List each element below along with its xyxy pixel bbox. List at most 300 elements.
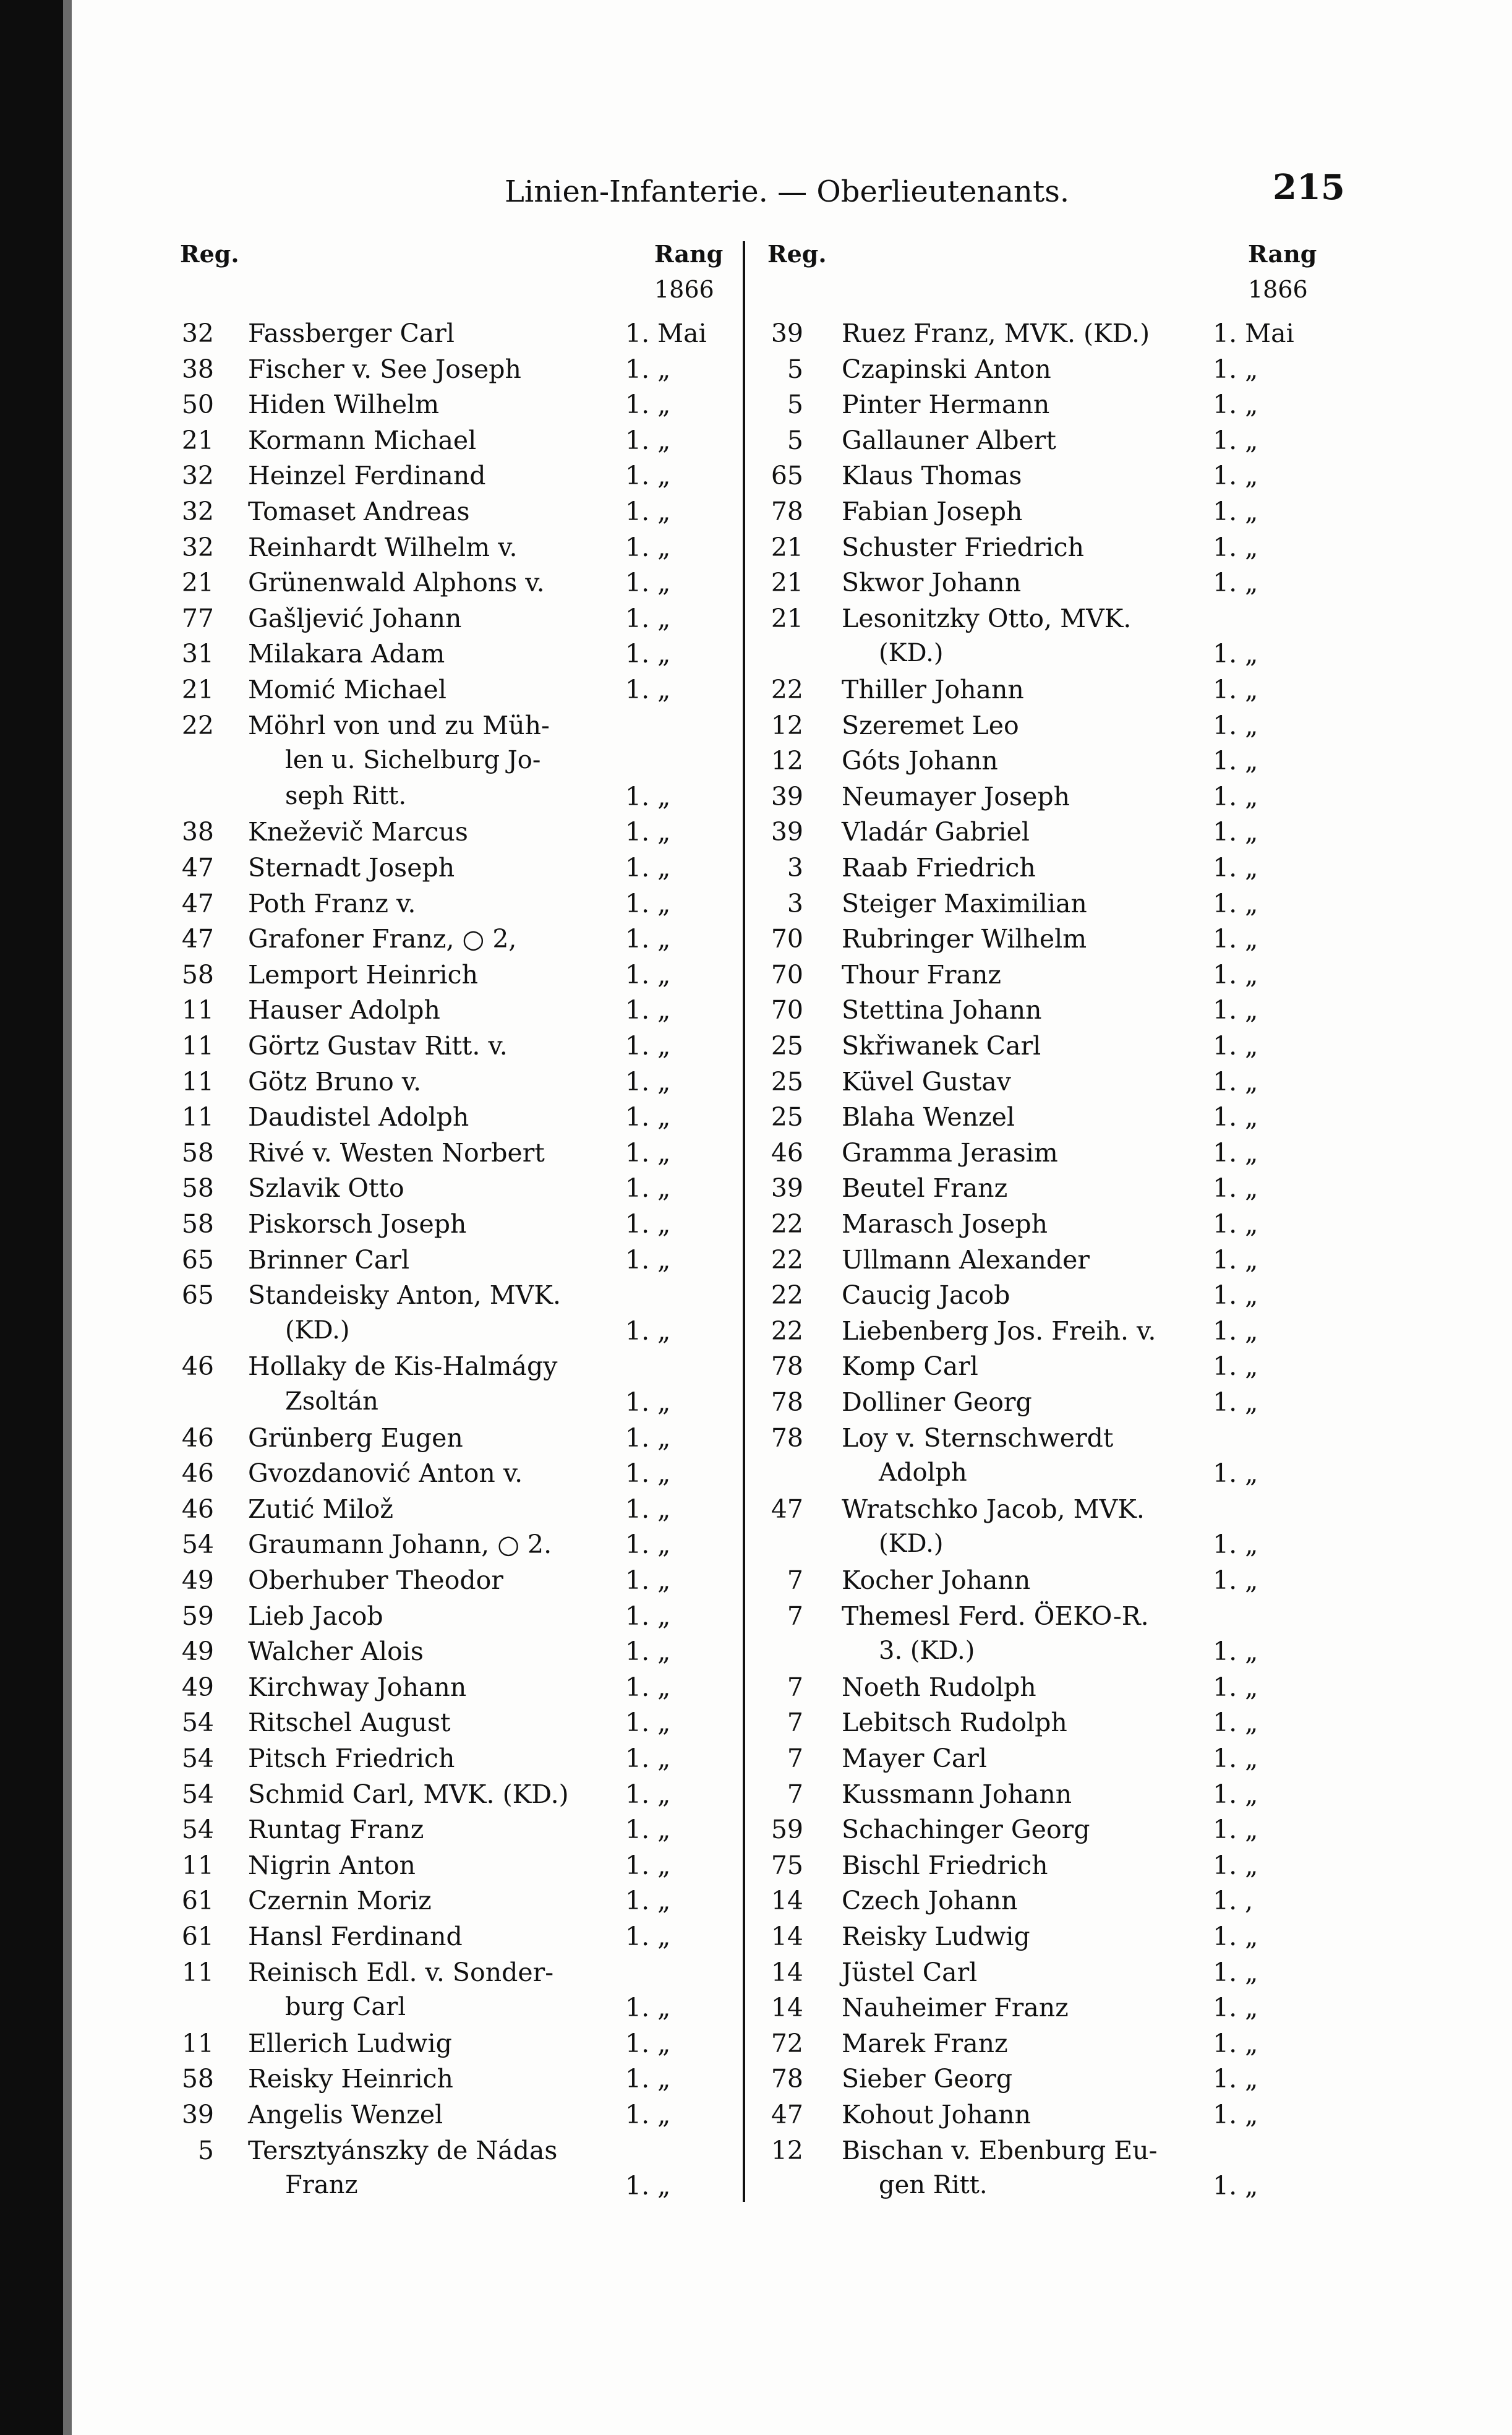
entry-row — [72, 1601, 743, 1637]
officer-name: Milakara Adam — [248, 639, 445, 669]
regiment-number: 78 — [771, 1351, 803, 1382]
officer-name: Lesonitzky Otto, MVK. — [842, 603, 1132, 633]
regiment-number: 72 — [771, 2028, 803, 2058]
officer-name: Oberhuber Theodor — [248, 1565, 503, 1595]
entry-row — [72, 1458, 743, 1494]
regiment-number: 21 — [181, 568, 214, 598]
officer-name: Kormann Michael — [248, 425, 477, 455]
regiment-number: 14 — [771, 1993, 803, 2023]
rank-date: 1. „ — [625, 1708, 671, 1738]
rank-date: 1. „ — [1213, 817, 1258, 847]
rank-date: 1. Mai — [625, 319, 707, 348]
entry-row — [72, 2171, 743, 2207]
regiment-number: 39 — [771, 781, 803, 811]
entry-row — [743, 1886, 1361, 1922]
regiment-number: 46 — [181, 1423, 214, 1453]
rank-date: 1. „ — [1213, 639, 1258, 669]
officer-name: Reisky Ludwig — [842, 1922, 1030, 1951]
officer-name: Götz Bruno v. — [248, 1066, 422, 1097]
regiment-number: 25 — [771, 1066, 803, 1097]
page-number: 215 — [1273, 167, 1345, 208]
regiment-number: 14 — [771, 1922, 803, 1951]
regiment-number: 58 — [181, 2064, 214, 2094]
page — [72, 0, 1512, 2435]
officer-name: Schuster Friedrich — [842, 532, 1085, 562]
regiment-number: 70 — [771, 995, 803, 1025]
entry-row — [72, 2064, 743, 2100]
regiment-number: 47 — [771, 1494, 803, 1524]
entry-row — [743, 711, 1361, 747]
officer-name: Reisky Heinrich — [248, 2064, 453, 2094]
entry-row — [743, 426, 1361, 461]
rank-date: 1. „ — [625, 390, 671, 420]
officer-name: Piskorsch Joseph — [248, 1209, 467, 1239]
officer-name: Hauser Adolph — [248, 995, 440, 1025]
officer-name: Sternadt Joseph — [248, 853, 455, 883]
officer-name: Bischl Friedrich — [842, 1850, 1048, 1880]
regiment-number: 39 — [771, 1173, 803, 1204]
entry-row — [72, 711, 743, 747]
regiment-number: 22 — [771, 1316, 803, 1346]
rank-date: 1. „ — [1213, 568, 1258, 598]
officer-name: (KD.) — [285, 1316, 350, 1345]
entry-row — [72, 1958, 743, 1993]
right-reg-header: Reg. — [767, 240, 827, 268]
entry-row — [743, 1851, 1361, 1886]
officer-name: Franz — [285, 2171, 358, 2200]
entry-row — [743, 675, 1361, 711]
rank-date: 1. „ — [1213, 710, 1258, 740]
officer-name: seph Ritt. — [285, 781, 407, 810]
officer-name: Kirchway Johann — [248, 1672, 467, 1702]
officer-name: Gallauner Albert — [842, 425, 1056, 455]
rank-date: 1. , — [1213, 1886, 1254, 1916]
rank-date: 1. „ — [1213, 532, 1258, 562]
entry-row — [72, 1530, 743, 1565]
regiment-number: 32 — [181, 497, 214, 526]
officer-name: Standeisky Anton, MVK. — [248, 1280, 562, 1311]
entry-row — [72, 1209, 743, 1245]
rank-date: 1. „ — [625, 603, 671, 633]
rank-date: 1. „ — [625, 1102, 671, 1132]
rank-date: 1. „ — [1213, 1850, 1258, 1880]
entry-row — [743, 497, 1361, 533]
entry-row — [72, 1423, 743, 1459]
entry-row — [743, 960, 1361, 996]
officer-name: Ruez Franz, MVK. (KD.) — [842, 319, 1150, 348]
rank-date: 1. „ — [625, 853, 671, 883]
rank-date: 1. „ — [625, 461, 671, 491]
entry-row — [743, 1280, 1361, 1316]
regiment-number: 65 — [181, 1244, 214, 1275]
entry-row — [743, 782, 1361, 818]
book-spine-shadow — [0, 0, 63, 2435]
entry-row — [743, 1102, 1361, 1138]
regiment-number: 54 — [181, 1779, 214, 1809]
officer-name: Ullmann Alexander — [842, 1244, 1090, 1275]
officer-name: Skwor Johann — [842, 568, 1022, 598]
entry-row — [743, 1458, 1361, 1494]
regiment-number: 49 — [181, 1565, 214, 1595]
officer-name: Bischan v. Ebenburg Eu- — [842, 2135, 1158, 2165]
rank-date: 1. „ — [1213, 1637, 1258, 1667]
rank-date: 1. „ — [625, 1494, 671, 1524]
officer-name: Lieb Jacob — [248, 1601, 383, 1631]
rank-date: 1. „ — [625, 568, 671, 598]
entry-row — [72, 1316, 743, 1352]
officer-name: Görtz Gustav Ritt. v. — [248, 1031, 508, 1061]
rank-date: 1. „ — [1213, 1031, 1258, 1061]
entry-row — [743, 1708, 1361, 1744]
regiment-number: 22 — [771, 1209, 803, 1239]
entry-row — [72, 675, 743, 711]
rank-date: 1. „ — [625, 888, 671, 918]
officer-name: Fassberger Carl — [248, 319, 455, 348]
entry-row — [72, 995, 743, 1031]
officer-name: Fischer v. See Joseph — [248, 354, 521, 384]
rank-date: 1. „ — [1213, 2171, 1258, 2201]
officer-name: Komp Carl — [842, 1351, 978, 1382]
officer-name: gen Ritt. — [879, 2171, 988, 2200]
rank-date: 1. „ — [625, 1137, 671, 1168]
entry-row — [743, 1209, 1361, 1245]
regiment-number: 61 — [181, 1922, 214, 1951]
regiment-number: 32 — [181, 319, 214, 348]
entry-row — [743, 1637, 1361, 1672]
regiment-number: 7 — [787, 1601, 803, 1631]
entry-row — [743, 2029, 1361, 2065]
officer-name: Sieber Georg — [842, 2064, 1013, 2094]
rank-date: 1. „ — [625, 2064, 671, 2094]
rank-date: 1. „ — [625, 425, 671, 455]
entry-row — [743, 1958, 1361, 1993]
officer-name: Rubringer Wilhelm — [842, 924, 1087, 954]
rank-date: 1. „ — [625, 1244, 671, 1275]
entry-row — [743, 853, 1361, 889]
officer-name: Gramma Jerasim — [842, 1137, 1058, 1168]
officer-name: Tomaset Andreas — [248, 497, 470, 526]
entry-row — [72, 1708, 743, 1744]
entry-row — [72, 1245, 743, 1281]
regiment-number: 7 — [787, 1744, 803, 1773]
entry-row — [72, 1779, 743, 1815]
rank-date: 1. „ — [1213, 1957, 1258, 1987]
regiment-number: 38 — [181, 817, 214, 847]
regiment-number: 11 — [181, 1031, 214, 1061]
entry-row — [72, 1351, 743, 1387]
officer-name: Dolliner Georg — [842, 1387, 1032, 1417]
right-year-header: 1866 — [1248, 276, 1308, 303]
officer-name: Reinhardt Wilhelm v. — [248, 532, 518, 562]
entry-row — [72, 319, 743, 354]
entry-row — [72, 390, 743, 426]
officer-name: Grünenwald Alphons v. — [248, 568, 545, 598]
entry-row — [72, 782, 743, 818]
entry-row — [743, 1565, 1361, 1601]
rank-date: 1. „ — [1213, 1708, 1258, 1738]
regiment-number: 5 — [787, 354, 803, 384]
rank-date: 1. „ — [1213, 1744, 1258, 1773]
rank-date: 1. „ — [625, 1565, 671, 1595]
regiment-number: 65 — [181, 1280, 214, 1311]
rank-date: 1. „ — [625, 1031, 671, 1061]
rank-date: 1. „ — [625, 2171, 671, 2201]
rank-date: 1. „ — [1213, 1280, 1258, 1311]
rank-date: 1. „ — [625, 1672, 671, 1702]
regiment-number: 39 — [771, 319, 803, 348]
rank-date: 1. „ — [1213, 1102, 1258, 1132]
entry-row — [743, 2136, 1361, 2172]
regiment-number: 32 — [181, 461, 214, 491]
rank-date: 1. „ — [1213, 425, 1258, 455]
officer-name: Hansl Ferdinand — [248, 1922, 463, 1951]
rank-date: 1. „ — [1213, 1672, 1258, 1702]
officer-name: Blaha Wenzel — [842, 1102, 1015, 1132]
rank-date: 1. „ — [625, 1637, 671, 1667]
rank-date: 1. „ — [625, 639, 671, 669]
rank-date: 1. „ — [625, 1387, 671, 1417]
regiment-number: 11 — [181, 995, 214, 1025]
officer-name: Caucig Jacob — [842, 1280, 1010, 1311]
regiment-number: 22 — [181, 710, 214, 740]
rank-date: 1. „ — [625, 817, 671, 847]
rank-date: 1. „ — [625, 1850, 671, 1880]
rank-date: 1. „ — [1213, 675, 1258, 704]
entry-row — [72, 1102, 743, 1138]
regiment-number: 46 — [181, 1351, 214, 1382]
rank-date: 1. „ — [625, 1886, 671, 1916]
regiment-number: 78 — [771, 2064, 803, 2094]
entry-row — [72, 604, 743, 640]
regiment-number: 65 — [771, 461, 803, 491]
entry-row — [743, 1423, 1361, 1459]
officer-name: Nauheimer Franz — [842, 1993, 1069, 2023]
officer-name: Beutel Franz — [842, 1173, 1008, 1204]
officer-name: burg Carl — [285, 1993, 406, 2022]
regiment-number: 58 — [181, 1137, 214, 1168]
rank-date: 1. „ — [1213, 1316, 1258, 1346]
regiment-number: 22 — [771, 675, 803, 704]
entry-row — [743, 639, 1361, 675]
regiment-number: 11 — [181, 2028, 214, 2058]
regiment-number: 54 — [181, 1815, 214, 1845]
entry-row — [72, 354, 743, 390]
entry-row — [743, 533, 1361, 568]
officer-name: Gašljević Johann — [248, 603, 462, 633]
regiment-number: 11 — [181, 1957, 214, 1987]
entry-row — [72, 1138, 743, 1174]
officer-name: Reinisch Edl. v. Sonder- — [248, 1957, 554, 1987]
officer-name: Czapinski Anton — [842, 354, 1051, 384]
entry-row — [72, 1067, 743, 1103]
officer-name: Angelis Wenzel — [248, 2100, 443, 2129]
rank-date: 1. „ — [625, 1993, 671, 2023]
regiment-number: 78 — [771, 497, 803, 526]
officer-name: Vladár Gabriel — [842, 817, 1030, 847]
entry-row — [743, 1245, 1361, 1281]
regiment-number: 32 — [181, 532, 214, 562]
officer-name: 3. (KD.) — [879, 1637, 975, 1666]
entry-row — [72, 924, 743, 960]
officer-name: Jüstel Carl — [842, 1957, 978, 1987]
officer-name: Fabian Joseph — [842, 497, 1023, 526]
officer-name: Heinzel Ferdinand — [248, 461, 486, 491]
entry-row — [743, 2171, 1361, 2207]
regiment-number: 11 — [181, 1850, 214, 1880]
entry-row — [72, 1387, 743, 1423]
regiment-number: 5 — [787, 390, 803, 420]
regiment-number: 54 — [181, 1744, 214, 1773]
rank-date: 1. Mai — [1213, 319, 1294, 348]
entry-row — [72, 1993, 743, 2029]
officer-name: Steiger Maximilian — [842, 888, 1087, 918]
regiment-number: 25 — [771, 1102, 803, 1132]
rank-date: 1. „ — [1213, 995, 1258, 1025]
rank-date: 1. „ — [1213, 888, 1258, 918]
officer-name: Zutić Milož — [248, 1494, 393, 1524]
entry-row — [72, 639, 743, 675]
rank-date: 1. „ — [625, 1779, 671, 1809]
entry-row — [743, 817, 1361, 853]
officer-name: Grünberg Eugen — [248, 1423, 463, 1453]
officer-name: Hiden Wilhelm — [248, 390, 440, 420]
officer-name: Noeth Rudolph — [842, 1672, 1036, 1702]
entry-row — [72, 2136, 743, 2172]
entry-row — [743, 1672, 1361, 1708]
officer-name: Szeremet Leo — [842, 710, 1019, 740]
entry-row — [743, 1173, 1361, 1209]
rank-date: 1. „ — [1213, 959, 1258, 990]
officer-name: Skřiwanek Carl — [842, 1031, 1041, 1061]
officer-name: Graumann Johann, ○ 2. — [248, 1530, 552, 1560]
rank-date: 1. „ — [625, 1744, 671, 1773]
rank-date: 1. „ — [1213, 2028, 1258, 2058]
entry-row — [72, 1815, 743, 1851]
entry-row — [743, 604, 1361, 640]
regiment-number: 47 — [181, 853, 214, 883]
rank-date: 1. „ — [625, 497, 671, 526]
officer-name: Pitsch Friedrich — [248, 1744, 455, 1773]
rank-date: 1. „ — [625, 1458, 671, 1489]
page-header-title: Linien-Infanterie. — Oberlieutenants. — [505, 174, 1070, 209]
officer-name: Möhrl von und zu Müh- — [248, 710, 550, 740]
regiment-number: 58 — [181, 1173, 214, 1204]
rank-date: 1. „ — [1213, 461, 1258, 491]
rank-date: 1. „ — [1213, 1530, 1258, 1560]
officer-name: Kohout Johann — [842, 2100, 1031, 2129]
entry-row — [72, 1494, 743, 1530]
entry-row — [72, 1672, 743, 1708]
entry-row — [743, 1922, 1361, 1958]
entry-row — [743, 1993, 1361, 2029]
rank-date: 1. „ — [1213, 1387, 1258, 1417]
officer-name: Adolph — [879, 1458, 967, 1487]
rank-date: 1. „ — [625, 1066, 671, 1097]
regiment-number: 58 — [181, 1209, 214, 1239]
rank-date: 1. „ — [1213, 2100, 1258, 2129]
right-column — [743, 0, 1361, 2435]
officer-name: Gvozdanović Anton v. — [248, 1458, 523, 1489]
officer-name: Stettina Johann — [842, 995, 1042, 1025]
entry-row — [743, 1031, 1361, 1067]
officer-name: Grafoner Franz, ○ 2, — [248, 924, 517, 954]
regiment-number: 75 — [771, 1850, 803, 1880]
entry-row — [743, 924, 1361, 960]
officer-name: Marek Franz — [842, 2028, 1008, 2058]
officer-name: Góts Johann — [842, 746, 998, 776]
officer-name: Thiller Johann — [842, 675, 1024, 704]
officer-name: Pinter Hermann — [842, 390, 1050, 420]
regiment-number: 25 — [771, 1031, 803, 1061]
regiment-number: 46 — [181, 1494, 214, 1524]
regiment-number: 7 — [787, 1672, 803, 1702]
officer-name: Schmid Carl, MVK. (KD.) — [248, 1779, 569, 1809]
entry-row — [72, 1565, 743, 1601]
regiment-number: 3 — [787, 888, 803, 918]
officer-name: Daudistel Adolph — [248, 1102, 469, 1132]
regiment-number: 22 — [771, 1244, 803, 1275]
regiment-number: 61 — [181, 1886, 214, 1916]
regiment-number: 46 — [771, 1137, 803, 1168]
entry-row — [743, 889, 1361, 925]
officer-name: Runtag Franz — [248, 1815, 424, 1845]
entry-row — [72, 568, 743, 604]
rank-date: 1. „ — [625, 1209, 671, 1239]
officer-name: Schachinger Georg — [842, 1815, 1090, 1845]
regiment-number: 49 — [181, 1672, 214, 1702]
officer-name: Nigrin Anton — [248, 1850, 416, 1880]
regiment-number: 39 — [181, 2100, 214, 2129]
officer-name: Lebitsch Rudolph — [842, 1708, 1067, 1738]
entry-row — [72, 1922, 743, 1958]
regiment-number: 47 — [771, 2100, 803, 2129]
regiment-number: 39 — [771, 817, 803, 847]
rank-date: 1. „ — [1213, 1993, 1258, 2023]
officer-name: (KD.) — [879, 1530, 944, 1559]
entry-row — [743, 1601, 1361, 1637]
entry-row — [743, 319, 1361, 354]
entry-row — [743, 1067, 1361, 1103]
regiment-number: 5 — [787, 425, 803, 455]
regiment-number: 46 — [181, 1458, 214, 1489]
officer-name: Hollaky de Kis-Halmágy — [248, 1351, 558, 1382]
regiment-number: 12 — [771, 2135, 803, 2165]
entry-row — [743, 995, 1361, 1031]
entry-row — [72, 533, 743, 568]
regiment-number: 49 — [181, 1637, 214, 1667]
rank-date: 1. „ — [625, 2100, 671, 2129]
rank-date: 1. „ — [1213, 1173, 1258, 1204]
officer-name: Klaus Thomas — [842, 461, 1022, 491]
entry-row — [743, 354, 1361, 390]
entry-row — [743, 1494, 1361, 1530]
officer-name: Poth Franz v. — [248, 888, 416, 918]
entry-row — [743, 1815, 1361, 1851]
entry-row — [72, 2100, 743, 2136]
officer-name: Küvel Gustav — [842, 1066, 1011, 1097]
rank-date: 1. „ — [1213, 1815, 1258, 1845]
officer-name: Czech Johann — [842, 1886, 1018, 1916]
officer-name: Neumayer Joseph — [842, 781, 1070, 811]
rank-date: 1. „ — [625, 781, 671, 811]
officer-name: Ritschel August — [248, 1708, 451, 1738]
book-spine-edge — [63, 0, 72, 2435]
officer-name: Kussmann Johann — [842, 1779, 1072, 1809]
entry-row — [743, 746, 1361, 782]
entry-row — [743, 1779, 1361, 1815]
rank-date: 1. „ — [1213, 924, 1258, 954]
entry-row — [743, 1351, 1361, 1387]
